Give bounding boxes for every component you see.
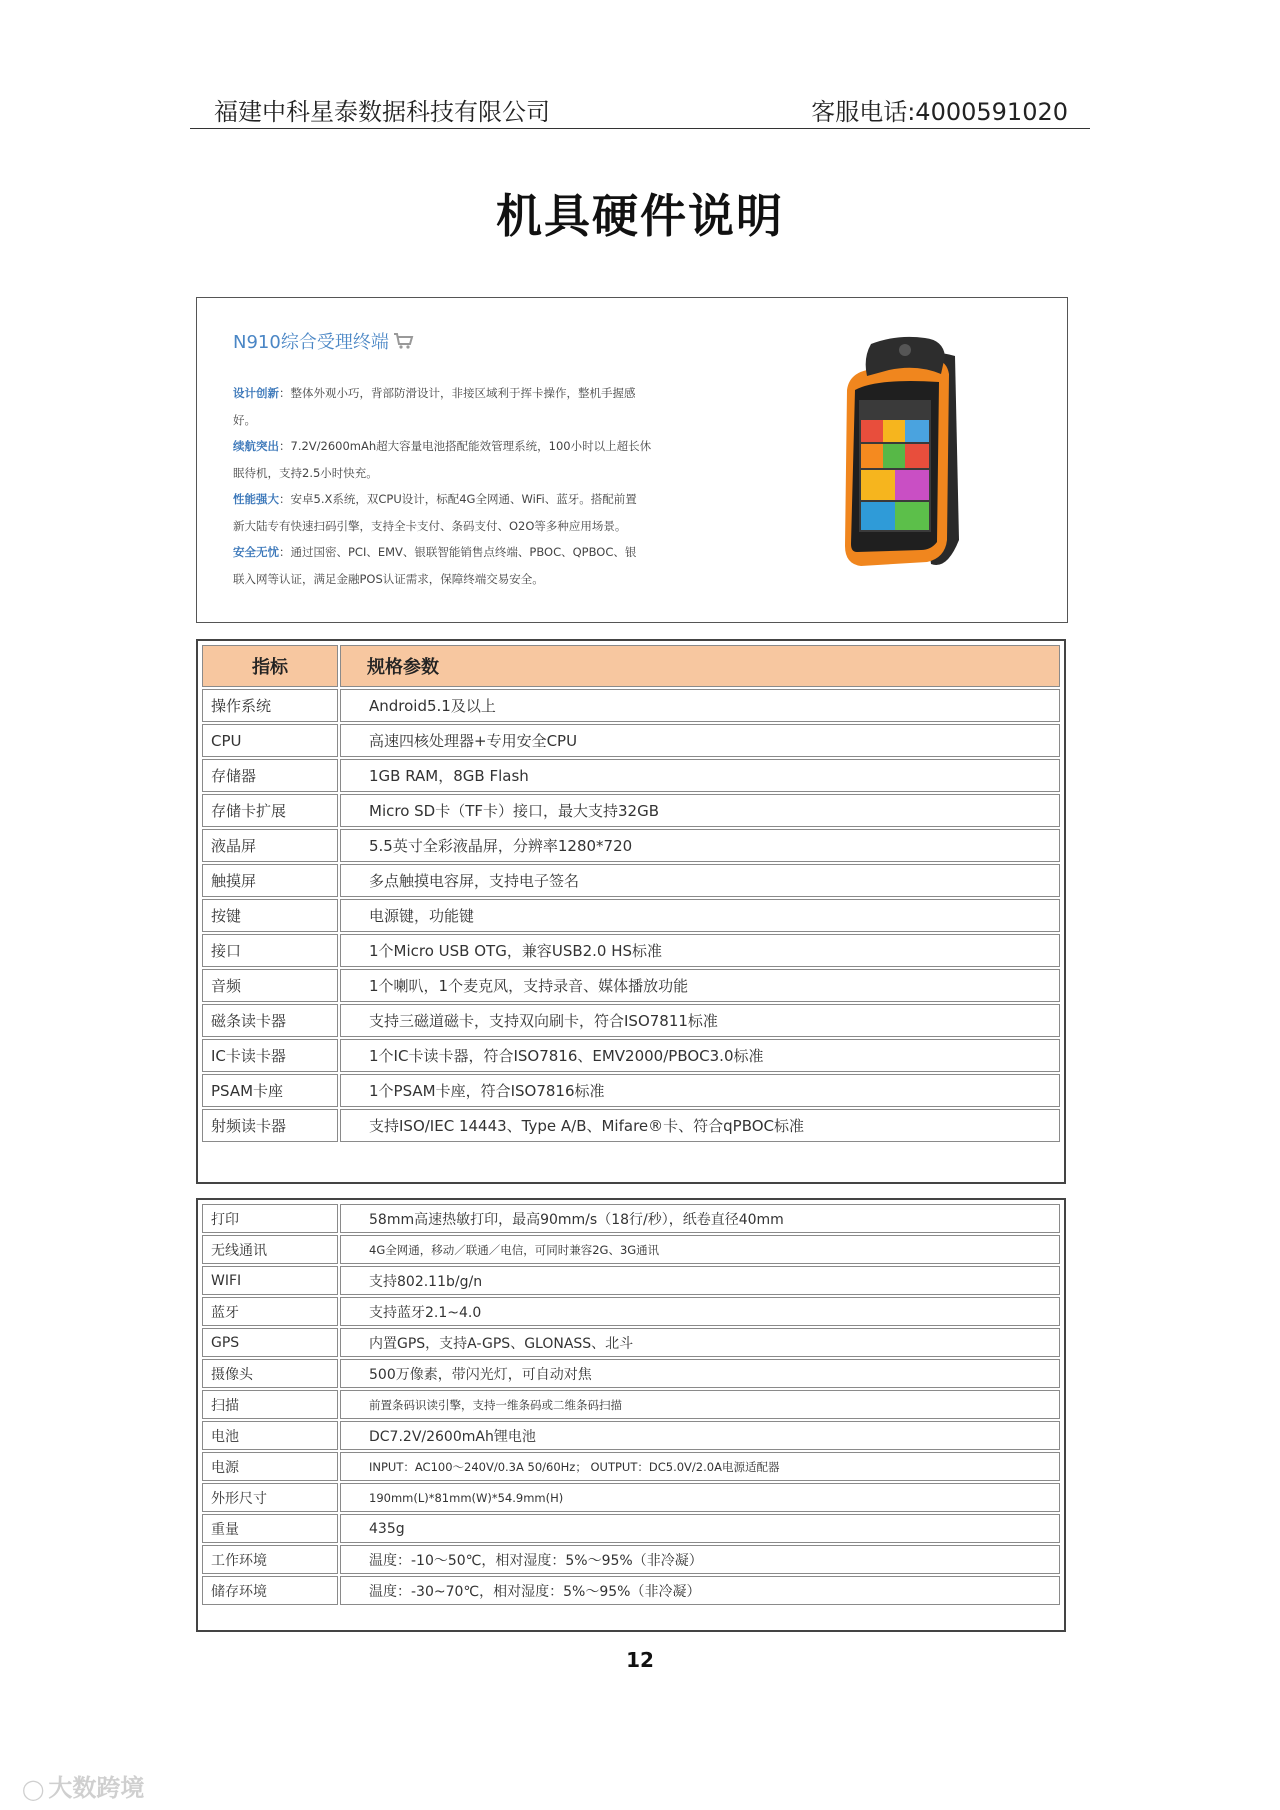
spec-value: 前置条码识读引擎，支持一维条码或二维条码扫描 [340, 1390, 1060, 1419]
spec-key: 触摸屏 [202, 864, 338, 897]
spec-value: 4G全网通，移动／联通／电信，可同时兼容2G、3G通讯 [340, 1235, 1060, 1264]
table-row [202, 1004, 1060, 1037]
table-row [202, 1297, 1060, 1326]
watermark [22, 1768, 144, 1803]
spec-value: 高速四核处理器+专用安全CPU [340, 724, 1060, 757]
shopping-cart-icon [393, 332, 415, 350]
spec-key: 存储器 [202, 759, 338, 792]
spec-value: 1个Micro USB OTG，兼容USB2.0 HS标准 [340, 934, 1060, 967]
pos-terminal-image [827, 330, 1007, 590]
promo-line: 联入网等认证，满足金融POS认证需求，保障终端交易安全。 [233, 571, 544, 586]
spec-value: 58mm高速热敏打印，最高90mm/s（18行/秒），纸卷直径40mm [340, 1204, 1060, 1233]
table-row [202, 1545, 1060, 1574]
spec-key: GPS [202, 1328, 338, 1357]
table-row [202, 1039, 1060, 1072]
spec-value: Micro SD卡（TF卡）接口，最大支持32GB [340, 794, 1060, 827]
table-row [202, 1109, 1060, 1142]
spec-key: 储存环境 [202, 1576, 338, 1605]
spec-key: 音频 [202, 969, 338, 1002]
spec-value: 支持三磁道磁卡，支持双向刷卡，符合ISO7811标准 [340, 1004, 1060, 1037]
table-row [202, 1074, 1060, 1107]
spec-value: 5.5英寸全彩液晶屏，分辨率1280*720 [340, 829, 1060, 862]
table-row [202, 864, 1060, 897]
promo-line: 眠待机，支持2.5小时快充。 [233, 465, 378, 480]
spec-value: 支持802.11b/g/n [340, 1266, 1060, 1295]
table-row [202, 1359, 1060, 1388]
table-row [202, 794, 1060, 827]
spec-key: 存储卡扩展 [202, 794, 338, 827]
spec-value: INPUT：AC100～240V/0.3A 50/60Hz； OUTPUT：DC5.0V/2.0A电源适配器 [340, 1452, 1060, 1481]
table-row [202, 1390, 1060, 1419]
promo-line: 续航突出：7.2V/2600mAh超大容量电池搭配能效管理系统，100小时以上超长休 [233, 439, 652, 453]
spec-key: 磁条读卡器 [202, 1004, 338, 1037]
spec-value: 支持蓝牙2.1~4.0 [340, 1297, 1060, 1326]
spec-value: 温度：-10～50℃，相对湿度：5%～95%（非冷凝） [340, 1545, 1060, 1574]
watermark-text: 大数跨境 [48, 1774, 145, 1802]
table-row [202, 1452, 1060, 1481]
promo-line: 好。 [233, 412, 256, 427]
watermark-logo-icon: ◯ [22, 1777, 45, 1801]
spec-key: 射频读卡器 [202, 1109, 338, 1142]
table-row [202, 1483, 1060, 1512]
spec-key: WIFI [202, 1266, 338, 1295]
promo-line: 安全无忧：通过国密、PCI、EMV、银联智能销售点终端、PBOC、QPBOC、银 [233, 545, 637, 559]
header-key: 指标 [202, 645, 338, 687]
spec-key: 按键 [202, 899, 338, 932]
table-row [202, 899, 1060, 932]
spec-value: 支持ISO/IEC 14443、Type A/B、Mifare®卡、符合qPBOC标准 [340, 1109, 1060, 1142]
spec-key: 电源 [202, 1452, 338, 1481]
page-number: 12 [626, 1648, 654, 1672]
spec-value: 电源键，功能键 [340, 899, 1060, 932]
spec-table-1 [196, 639, 1066, 1184]
company-name: 福建中科星泰数据科技有限公司 [214, 98, 550, 126]
header-value: 规格参数 [340, 645, 1060, 687]
table-row [202, 1576, 1060, 1605]
table-row [202, 934, 1060, 967]
spec-value: 190mm(L)*81mm(W)*54.9mm(H) [340, 1483, 1060, 1512]
table-row [202, 969, 1060, 1002]
table-row [202, 1328, 1060, 1357]
spec-value: 温度：-30~70℃，相对湿度：5%～95%（非冷凝） [340, 1576, 1060, 1605]
spec-key: 无线通讯 [202, 1235, 338, 1264]
table-row [202, 724, 1060, 757]
promo-lines [233, 380, 673, 592]
spec-value: 435g [340, 1514, 1060, 1543]
spec-key: 液晶屏 [202, 829, 338, 862]
spec-key: 摄像头 [202, 1359, 338, 1388]
spec-key: 重量 [202, 1514, 338, 1543]
service-phone: 客服电话:4000591020 [811, 98, 1068, 126]
spec-key: 外形尺寸 [202, 1483, 338, 1512]
promo-line: 设计创新：整体外观小巧，背部防滑设计，非接区域利于挥卡操作，整机手握感 [233, 386, 636, 400]
page-header [190, 88, 1090, 129]
page-title: 机具硬件说明 [496, 189, 784, 243]
spec-value: 1个IC卡读卡器，符合ISO7816、EMV2000/PBOC3.0标准 [340, 1039, 1060, 1072]
promo-line: 新大陆专有快速扫码引擎，支持全卡支付、条码支付、O2O等多种应用场景。 [233, 518, 627, 533]
table-row [202, 1235, 1060, 1264]
spec-key: PSAM卡座 [202, 1074, 338, 1107]
product-title: N910综合受理终端 [233, 332, 389, 353]
product-promo-box [196, 297, 1068, 623]
spec-value: 1个喇叭，1个麦克风，支持录音、媒体播放功能 [340, 969, 1060, 1002]
spec-key: 蓝牙 [202, 1297, 338, 1326]
spec-key: 电池 [202, 1421, 338, 1450]
promo-line: 性能强大：安卓5.X系统，双CPU设计，标配4G全网通、WiFi、蓝牙。搭配前置 [233, 492, 637, 506]
table-row [202, 689, 1060, 722]
spec-value: 1GB RAM，8GB Flash [340, 759, 1060, 792]
spec-value: 1个PSAM卡座，符合ISO7816标准 [340, 1074, 1060, 1107]
spec-value: Android5.1及以上 [340, 689, 1060, 722]
spec-value: 500万像素，带闪光灯，可自动对焦 [340, 1359, 1060, 1388]
spec-value: 多点触摸电容屏，支持电子签名 [340, 864, 1060, 897]
table-row [202, 1204, 1060, 1233]
table-row [202, 1266, 1060, 1295]
spec-key: CPU [202, 724, 338, 757]
table-header-row [202, 645, 1060, 687]
spec-key: IC卡读卡器 [202, 1039, 338, 1072]
spec-key: 操作系统 [202, 689, 338, 722]
table-row [202, 829, 1060, 862]
spec-key: 打印 [202, 1204, 338, 1233]
spec-key: 工作环境 [202, 1545, 338, 1574]
spec-key: 扫描 [202, 1390, 338, 1419]
spec-value: 内置GPS，支持A-GPS、GLONASS、北斗 [340, 1328, 1060, 1357]
table-row [202, 759, 1060, 792]
table-row [202, 1514, 1060, 1543]
table-row [202, 1421, 1060, 1450]
spec-table-2 [196, 1198, 1066, 1632]
spec-value: DC7.2V/2600mAh锂电池 [340, 1421, 1060, 1450]
spec-key: 接口 [202, 934, 338, 967]
